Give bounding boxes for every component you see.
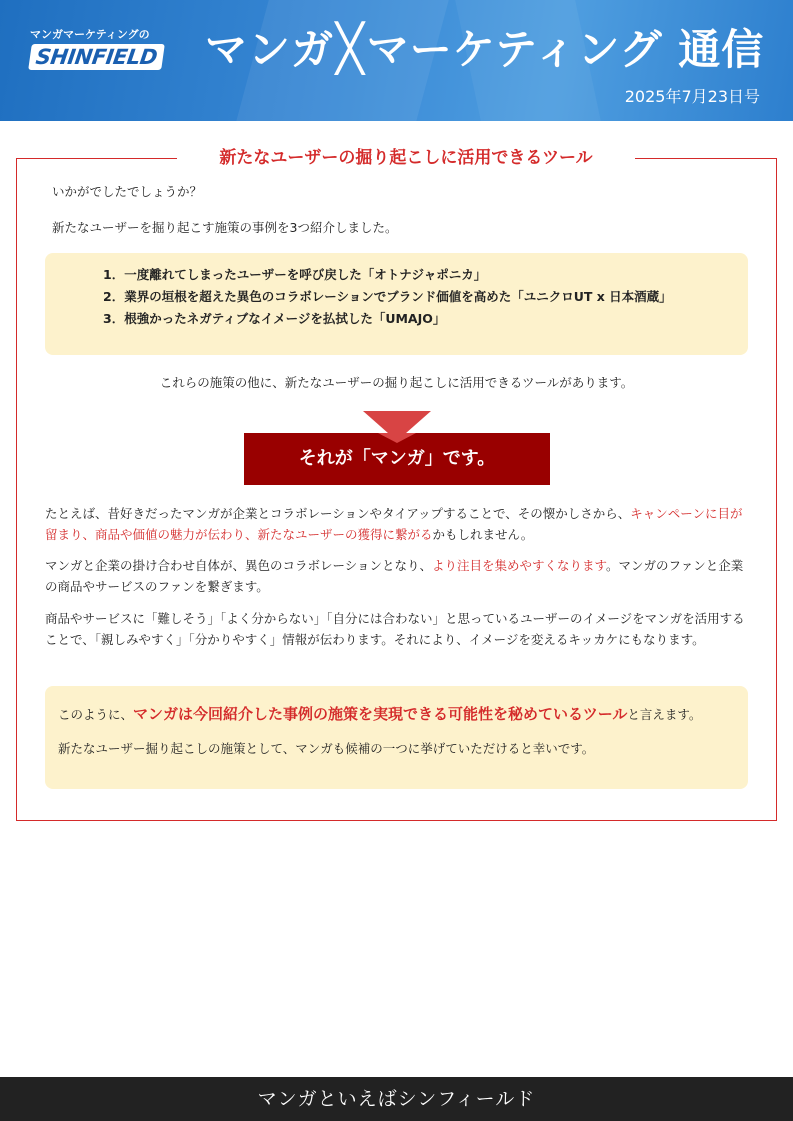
paragraph-collaboration	[45, 555, 745, 597]
logo-wordmark: SHINFIELD	[28, 44, 165, 70]
paragraph-nostalgia	[45, 503, 745, 545]
logo-tagline: マンガマーケティングの	[30, 28, 150, 41]
paragraph-text: と言えます。	[627, 707, 702, 722]
shinfield-logo[interactable]	[30, 26, 160, 70]
intro-summary: 新たなユーザーを掘り起こす施策の事例を3つ紹介しました。	[52, 220, 398, 235]
case-list	[103, 264, 672, 330]
intro-question: いかがでしたでしょうか？	[52, 184, 203, 199]
down-arrow-icon	[378, 433, 416, 443]
issue-date: 2025年7月23日号	[624, 87, 760, 106]
conclusion-text	[58, 703, 701, 726]
newsletter-title	[205, 22, 764, 76]
highlight-text: キャンペーンに目が留まり、商品や価値の魅力が伝わり、新たなユーザーの獲得に繋がる	[45, 506, 743, 542]
case-item: 2．業界の垣根を超えた異色のコラボレーションでブランド価値を高めた「ユニクロUT x 日本酒蔵」	[103, 289, 672, 304]
footer-bar: マンガといえばシンフィールド	[0, 1077, 793, 1121]
case-item: 1．一度離れてしまったユーザーを呼び戻した「オトナジャポニカ」	[103, 267, 487, 282]
title-cross-icon: ╳	[336, 21, 365, 75]
closing-text: 新たなユーザー掘り起こしの施策として、マンガも候補の一つに挙げていただけると幸いです。	[58, 741, 595, 756]
highlight-text: より注目を集めやすくなります	[432, 558, 607, 573]
paragraph-text: このように、	[58, 707, 134, 722]
paragraph-text: マンガと企業の掛け合わせ自体が、異色のコラボレーションとなり、	[45, 558, 433, 573]
case-list-box	[45, 253, 748, 355]
section-title: 新たなユーザーの掘り起こしに活用できるツール	[177, 145, 635, 171]
header-banner	[0, 0, 793, 121]
lead-text: これらの施策の他に、新たなユーザーの掘り起こしに活用できるツールがあります。	[159, 375, 634, 390]
paragraph-image-change: 商品やサービスに「難しそう」「よく分からない」「自分には合わない」と思っているユーザーのイメージをマンガを活用することで、「親しみやすく」「分かりやすく」情報が伝わります。それにより、イメージを変えるキッカケにもなります。	[45, 611, 745, 647]
manga-banner: それが「マンガ」です。	[244, 433, 550, 485]
paragraph-text: かもしれません。	[432, 527, 534, 542]
paragraph-text: たとえば、昔好きだったマンガが企業とコラボレーションやタイアップすることで、その懐かしさから、	[45, 506, 631, 521]
paragraph-text: 。マンガのファンと企業の商品やサービスのファンを繋ぎます。	[45, 558, 744, 594]
highlight-text: マンガは今回紹介した事例の施策を実現できる可能性を秘めているツール	[133, 705, 628, 723]
title-manga: マンガ	[205, 25, 335, 74]
title-marketing: マーケティング 通信	[366, 25, 765, 74]
case-item: 3．根強かったネガティブなイメージを払拭した「UMAJO」	[103, 311, 446, 326]
conclusion-box	[45, 686, 748, 789]
